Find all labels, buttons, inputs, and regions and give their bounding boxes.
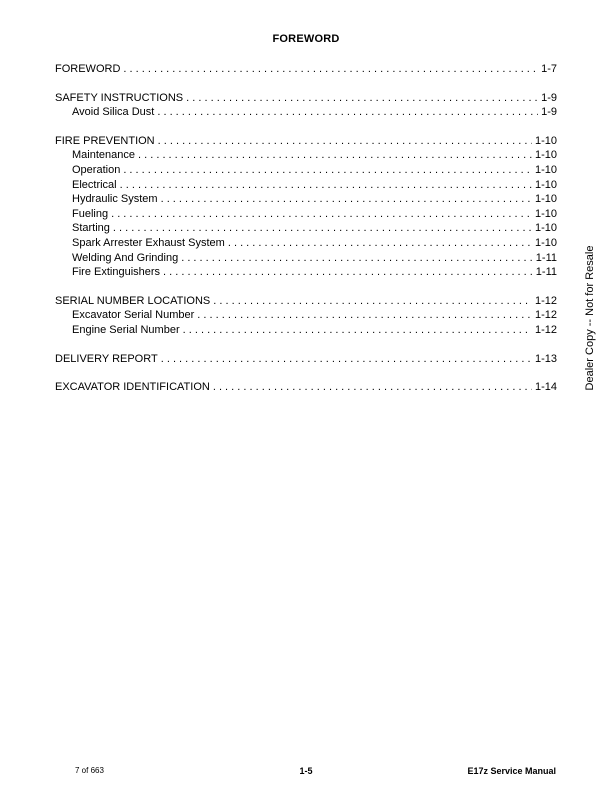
toc-subentry[interactable] <box>55 251 557 266</box>
toc-subentry[interactable] <box>55 178 557 193</box>
page-title: FOREWORD <box>272 33 340 45</box>
toc-subentry[interactable] <box>55 221 557 236</box>
dot-leader <box>161 352 532 367</box>
dot-leader <box>123 62 538 77</box>
toc-entry-label: Operation <box>72 163 121 176</box>
toc-entry-page: 1-11 <box>535 251 557 264</box>
dot-leader <box>183 323 532 338</box>
toc-entry-label: SAFETY INSTRUCTIONS <box>55 91 184 104</box>
toc-entry-label: Excavator Serial Number <box>72 309 195 322</box>
dot-leader <box>138 148 532 163</box>
toc-subentry[interactable] <box>55 323 557 338</box>
toc-entry-label: Engine Serial Number <box>72 323 180 336</box>
toc-entry-label: FIRE PREVENTION <box>55 134 155 147</box>
table-of-contents <box>55 62 557 409</box>
toc-entry-label: Electrical <box>72 178 117 191</box>
toc-entry-page: 1-9 <box>541 91 557 104</box>
dot-leader <box>228 236 532 251</box>
toc-entry-label: Spark Arrester Exhaust System <box>72 236 225 249</box>
toc-entry-label: Avoid Silica Dust <box>72 106 155 119</box>
toc-section <box>55 62 557 77</box>
dot-leader <box>197 308 532 323</box>
toc-section <box>55 294 557 338</box>
toc-entry-label: Fire Extinguishers <box>72 266 161 279</box>
toc-subentry[interactable] <box>55 236 557 251</box>
toc-subentry[interactable] <box>55 105 557 120</box>
toc-entry-page: 1-10 <box>534 149 557 162</box>
footer-page-number: 1-5 <box>299 766 313 776</box>
dot-leader <box>157 105 538 120</box>
dot-leader <box>111 207 532 222</box>
toc-entry-page: 1-7 <box>541 63 557 75</box>
dot-leader <box>213 380 532 395</box>
toc-subentry[interactable] <box>55 308 557 323</box>
toc-entry-label: Maintenance <box>72 149 135 162</box>
dot-leader <box>113 221 532 236</box>
footer-page-count: 7 of 663 <box>75 766 104 775</box>
watermark-text: Dealer Copy -- Not for Resale <box>584 245 596 391</box>
dot-leader <box>181 251 533 266</box>
dot-leader <box>161 192 532 207</box>
toc-entry-label: FOREWORD <box>55 63 121 75</box>
toc-entry-page: 1-12 <box>534 294 557 307</box>
toc-entry[interactable] <box>55 380 557 395</box>
toc-entry-label: SERIAL NUMBER LOCATIONS <box>55 294 211 307</box>
toc-subentry[interactable] <box>55 207 557 222</box>
toc-entry[interactable] <box>55 134 557 149</box>
toc-entry-label: EXCAVATOR IDENTIFICATION <box>55 381 210 394</box>
footer-manual-title: E17z Service Manual <box>467 766 556 776</box>
toc-entry-page: 1-10 <box>534 134 557 147</box>
dot-leader <box>163 265 533 280</box>
toc-entry-page: 1-10 <box>534 222 557 235</box>
toc-entry[interactable] <box>55 294 557 309</box>
toc-section <box>55 91 557 120</box>
dot-leader <box>120 178 532 193</box>
toc-entry-page: 1-10 <box>534 207 557 220</box>
toc-entry-page: 1-12 <box>534 323 557 336</box>
dot-leader <box>213 294 532 309</box>
toc-entry-label: Starting <box>72 222 110 235</box>
toc-entry-page: 1-10 <box>534 178 557 191</box>
toc-entry-page: 1-10 <box>534 193 557 206</box>
toc-entry-page: 1-9 <box>541 106 557 119</box>
toc-subentry[interactable] <box>55 163 557 178</box>
dot-leader <box>158 134 532 149</box>
toc-subentry[interactable] <box>55 265 557 280</box>
toc-subentry[interactable] <box>55 192 557 207</box>
toc-subentry[interactable] <box>55 148 557 163</box>
toc-section <box>55 380 557 395</box>
toc-entry[interactable] <box>55 62 557 77</box>
toc-section <box>55 352 557 367</box>
toc-entry-label: Welding And Grinding <box>72 251 179 264</box>
toc-entry[interactable] <box>55 352 557 367</box>
toc-entry-page: 1-11 <box>535 266 557 279</box>
toc-section <box>55 134 557 280</box>
toc-entry-label: Fueling <box>72 207 109 220</box>
toc-entry-page: 1-13 <box>534 352 557 365</box>
toc-entry-page: 1-14 <box>534 381 557 394</box>
toc-entry-label: DELIVERY REPORT <box>55 352 158 365</box>
toc-entry-page: 1-10 <box>534 236 557 249</box>
toc-entry-label: Hydraulic System <box>72 193 158 206</box>
toc-entry[interactable] <box>55 91 557 106</box>
dot-leader <box>123 163 532 178</box>
dot-leader <box>186 91 538 106</box>
toc-entry-page: 1-12 <box>534 309 557 322</box>
toc-entry-page: 1-10 <box>534 163 557 176</box>
